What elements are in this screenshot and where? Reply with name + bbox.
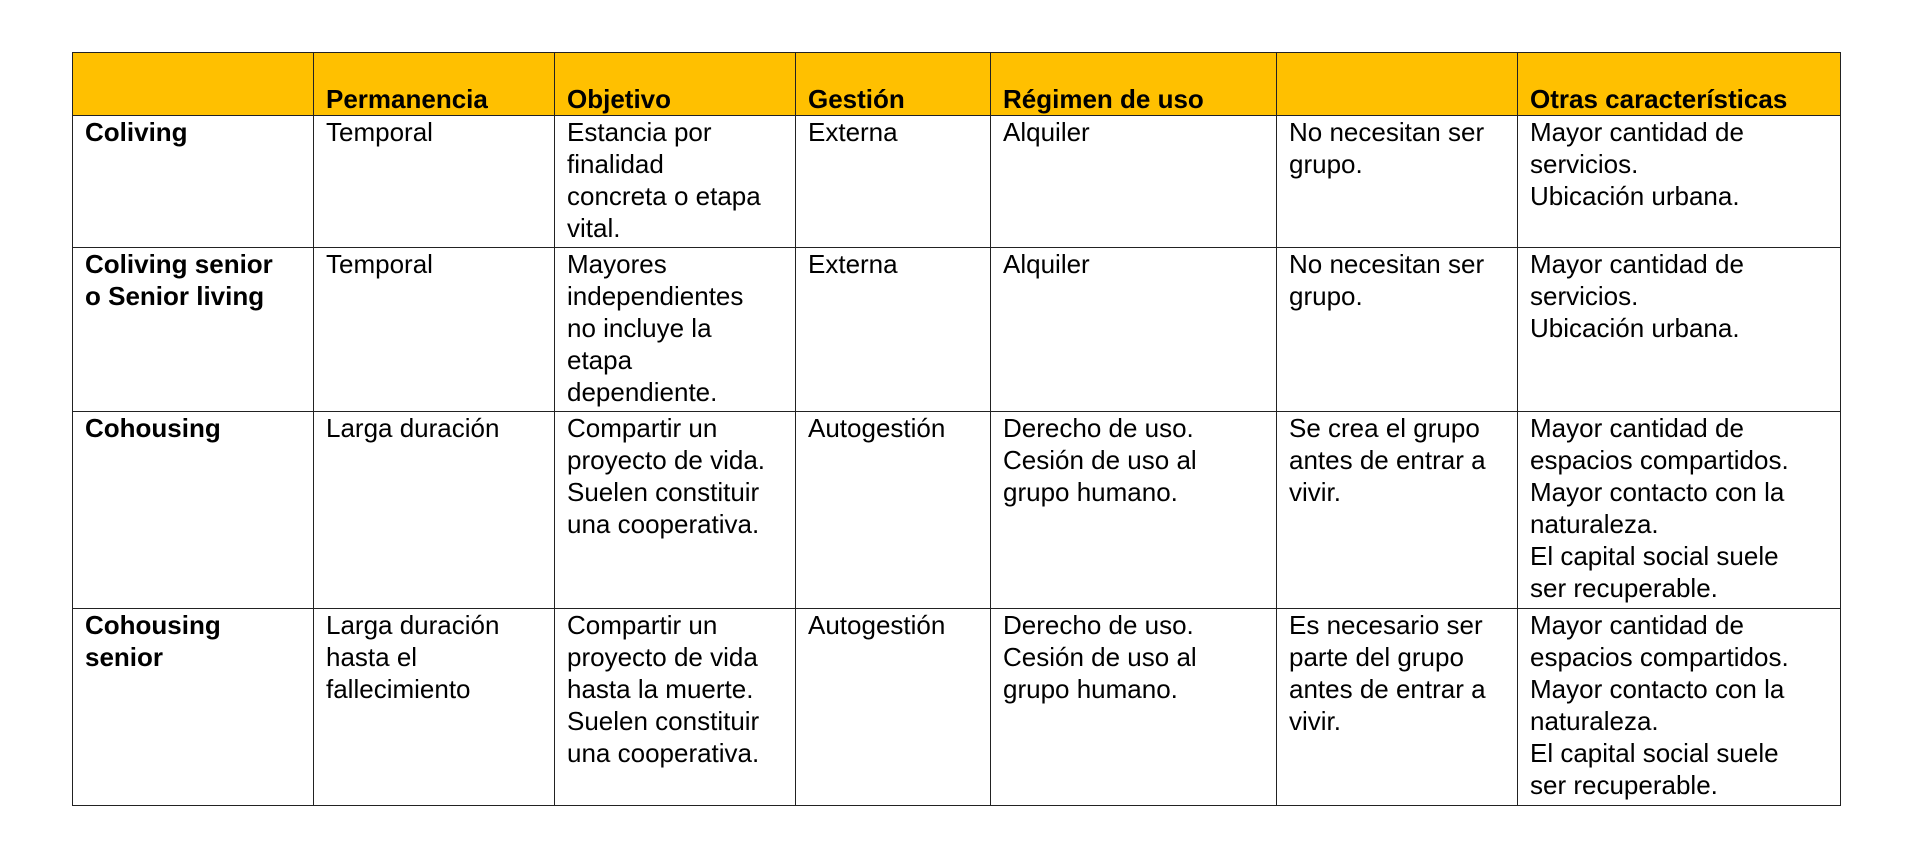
cell-text-line: Temporal xyxy=(326,249,433,279)
cell-text-line: ser recuperable. xyxy=(1530,770,1718,800)
cell-text-line: una cooperativa. xyxy=(567,738,760,768)
cell-text-line: Cohousing xyxy=(85,413,221,443)
cell-text-line: Temporal xyxy=(326,117,433,147)
comparison-table xyxy=(72,52,1841,806)
table-row xyxy=(73,609,1841,806)
cell-objetivo xyxy=(555,248,796,412)
cell-text-line: Larga duración xyxy=(326,610,500,640)
cell-text-line: no incluye la xyxy=(567,313,712,343)
cell-text-line: El capital social suele xyxy=(1530,738,1779,768)
row-header-cell xyxy=(73,609,314,806)
cell-text-line: Mayor contacto con la xyxy=(1530,477,1785,507)
cell-text-line: dependiente. xyxy=(567,377,718,407)
cell-text-line: finalidad xyxy=(567,149,664,179)
cell-text-line: proyecto de vida. xyxy=(567,445,766,475)
cell-gestion xyxy=(796,609,991,806)
cell-text-line: grupo humano. xyxy=(1003,674,1178,704)
cell-text-line: Mayor contacto con la xyxy=(1530,674,1785,704)
cell-text-line: Compartir un xyxy=(567,413,718,443)
cell-text-line: Externa xyxy=(808,117,898,147)
cell-text-line: Ubicación urbana. xyxy=(1530,313,1740,343)
cell-permanencia xyxy=(314,116,555,248)
row-header-cell xyxy=(73,116,314,248)
cell-text-line: grupo. xyxy=(1289,281,1363,311)
cell-objetivo xyxy=(555,116,796,248)
cell-regimen-de-uso xyxy=(991,412,1277,609)
cell-text-line: Mayor cantidad de xyxy=(1530,610,1744,640)
row-header-cell xyxy=(73,412,314,609)
cell-text-line: independientes xyxy=(567,281,744,311)
cell-text-line: fallecimiento xyxy=(326,674,471,704)
cell-text-line: senior xyxy=(85,642,164,672)
cell-text-line: Mayor cantidad de xyxy=(1530,249,1744,279)
cell-text-line: etapa xyxy=(567,345,633,375)
cell-text-line: Coliving xyxy=(85,117,188,147)
cell-grupo xyxy=(1277,248,1518,412)
header-cell-permanencia: Permanencia xyxy=(314,53,555,116)
cell-text-line: Cesión de uso al xyxy=(1003,445,1197,475)
cell-otras-caracteristicas xyxy=(1518,412,1841,609)
cell-text-line: o Senior living xyxy=(85,281,265,311)
cell-text-line: grupo humano. xyxy=(1003,477,1178,507)
cell-text-line: concreta o etapa xyxy=(567,181,761,211)
cell-text-line: servicios. xyxy=(1530,149,1639,179)
cell-text-line: Estancia por xyxy=(567,117,712,147)
header-cell-otras-caracteristicas: Otras características xyxy=(1518,53,1841,116)
cell-text-line: naturaleza. xyxy=(1530,509,1659,539)
cell-text-line: Larga duración xyxy=(326,413,500,443)
row-header-cell xyxy=(73,248,314,412)
cell-grupo xyxy=(1277,412,1518,609)
cell-objetivo xyxy=(555,412,796,609)
cell-text-line: Compartir un xyxy=(567,610,718,640)
cell-regimen-de-uso xyxy=(991,609,1277,806)
table-row xyxy=(73,412,1841,609)
cell-text-line: Externa xyxy=(808,249,898,279)
header-cell-regimen-de-uso: Régimen de uso xyxy=(991,53,1277,116)
cell-text-line: Cesión de uso al xyxy=(1003,642,1197,672)
cell-text-line: naturaleza. xyxy=(1530,706,1659,736)
header-cell-grupo xyxy=(1277,53,1518,116)
cell-regimen-de-uso xyxy=(991,116,1277,248)
cell-text-line: Se crea el grupo xyxy=(1289,413,1480,443)
cell-objetivo xyxy=(555,609,796,806)
cell-gestion xyxy=(796,116,991,248)
cell-otras-caracteristicas xyxy=(1518,609,1841,806)
cell-text-line: Alquiler xyxy=(1003,249,1090,279)
cell-text-line: hasta la muerte. xyxy=(567,674,754,704)
cell-text-line: antes de entrar a xyxy=(1289,674,1486,704)
cell-otras-caracteristicas xyxy=(1518,116,1841,248)
cell-text-line: proyecto de vida xyxy=(567,642,758,672)
cell-otras-caracteristicas xyxy=(1518,248,1841,412)
cell-permanencia xyxy=(314,609,555,806)
table-body xyxy=(73,116,1841,806)
cell-text-line: Es necesario ser xyxy=(1289,610,1483,640)
cell-text-line: Mayor cantidad de xyxy=(1530,413,1744,443)
cell-text-line: vital. xyxy=(567,213,621,243)
cell-text-line: Suelen constituir xyxy=(567,477,760,507)
cell-text-line: Derecho de uso. xyxy=(1003,610,1194,640)
cell-text-line: No necesitan ser xyxy=(1289,117,1485,147)
cell-grupo xyxy=(1277,609,1518,806)
cell-text-line: Autogestión xyxy=(808,610,946,640)
cell-text-line: espacios compartidos. xyxy=(1530,445,1789,475)
cell-gestion xyxy=(796,248,991,412)
cell-gestion xyxy=(796,412,991,609)
cell-text-line: parte del grupo xyxy=(1289,642,1464,672)
cell-text-line: vivir. xyxy=(1289,477,1341,507)
cell-text-line: Derecho de uso. xyxy=(1003,413,1194,443)
cell-text-line: Cohousing xyxy=(85,610,221,640)
cell-text-line: servicios. xyxy=(1530,281,1639,311)
table-row xyxy=(73,116,1841,248)
header-row xyxy=(73,53,1841,116)
header-cell-blank xyxy=(73,53,314,116)
cell-text-line: Mayor cantidad de xyxy=(1530,117,1744,147)
cell-grupo xyxy=(1277,116,1518,248)
cell-text-line: ser recuperable. xyxy=(1530,573,1718,603)
cell-text-line: Alquiler xyxy=(1003,117,1090,147)
cell-text-line: grupo. xyxy=(1289,149,1363,179)
cell-text-line: Coliving senior xyxy=(85,249,273,279)
cell-text-line: vivir. xyxy=(1289,706,1341,736)
cell-text-line: antes de entrar a xyxy=(1289,445,1486,475)
cell-text-line: Autogestión xyxy=(808,413,946,443)
cell-text-line: El capital social suele xyxy=(1530,541,1779,571)
cell-text-line: espacios compartidos. xyxy=(1530,642,1789,672)
header-cell-objetivo: Objetivo xyxy=(555,53,796,116)
cell-regimen-de-uso xyxy=(991,248,1277,412)
cell-text-line: hasta el xyxy=(326,642,418,672)
cell-text-line: Mayores xyxy=(567,249,667,279)
header-cell-gestion: Gestión xyxy=(796,53,991,116)
cell-permanencia xyxy=(314,412,555,609)
cell-permanencia xyxy=(314,248,555,412)
cell-text-line: una cooperativa. xyxy=(567,509,760,539)
table-row xyxy=(73,248,1841,412)
cell-text-line: No necesitan ser xyxy=(1289,249,1485,279)
cell-text-line: Suelen constituir xyxy=(567,706,760,736)
cell-text-line: Ubicación urbana. xyxy=(1530,181,1740,211)
